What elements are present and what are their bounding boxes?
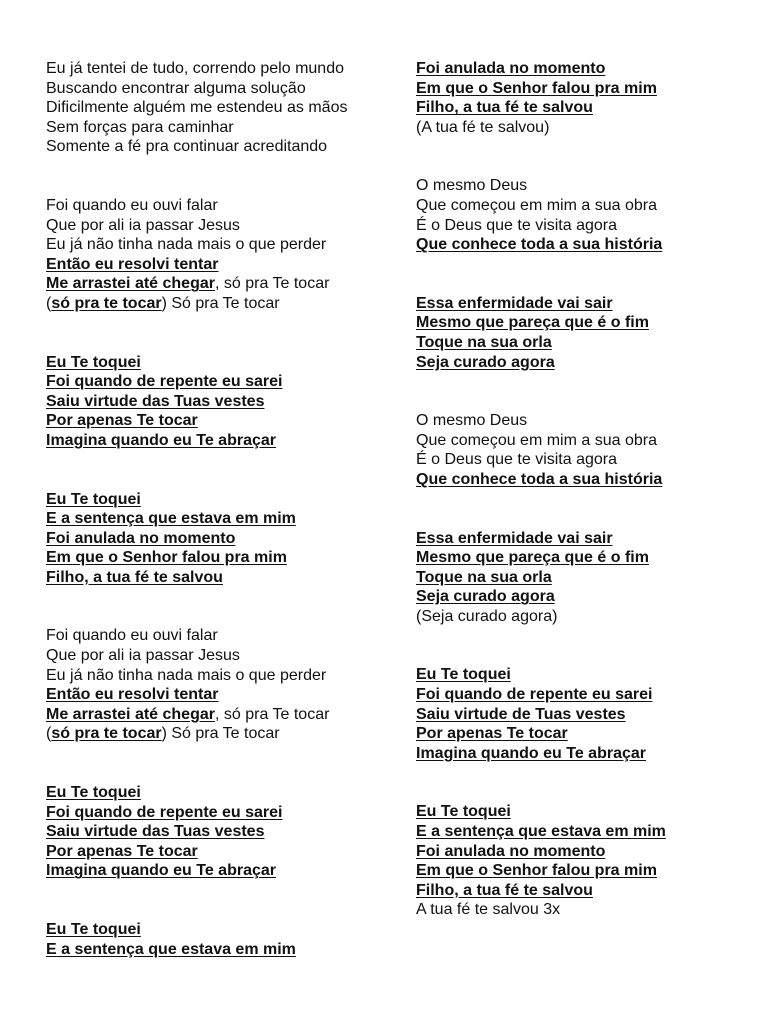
lyrics-line	[46, 255, 396, 275]
lyrics-line	[416, 79, 756, 99]
lyrics-line	[416, 333, 756, 353]
lyrics-stanza	[416, 529, 756, 627]
lyrics-line	[46, 392, 396, 412]
lyrics-line	[416, 842, 756, 862]
emphasized-text: Que conhece toda a sua história	[416, 236, 663, 254]
lyrics-stanza	[416, 802, 756, 920]
emphasized-text: Essa enfermidade vai sair	[416, 294, 613, 312]
lyrics-stanza	[416, 59, 756, 137]
lyrics-line	[46, 920, 396, 940]
lyrics-text: (	[46, 725, 52, 743]
lyrics-line	[46, 626, 396, 646]
lyrics-line	[416, 705, 756, 725]
emphasized-text: Eu Te toquei	[46, 490, 141, 508]
lyrics-text: Sem forças para caminhar	[46, 118, 234, 136]
lyrics-line	[46, 98, 396, 118]
stanza-gap	[46, 451, 396, 490]
emphasized-text: Foi anulada no momento	[416, 842, 606, 860]
emphasized-text: Foi quando de repente eu sarei	[46, 803, 283, 821]
lyrics-text: Eu já não tinha nada mais o que perder	[46, 236, 327, 254]
lyrics-text: (	[46, 294, 52, 312]
lyrics-stanza	[46, 626, 396, 744]
lyrics-line	[46, 724, 396, 744]
stanza-gap	[46, 744, 396, 783]
lyrics-line	[416, 118, 756, 138]
lyrics-line	[46, 294, 396, 314]
lyrics-line	[46, 783, 396, 803]
lyrics-line	[46, 646, 396, 666]
stanza-gap	[416, 626, 756, 665]
lyrics-line	[416, 802, 756, 822]
stanza-gap	[416, 255, 756, 294]
lyrics-line	[46, 940, 396, 960]
lyrics-line	[46, 196, 396, 216]
emphasized-text: Eu Te toquei	[416, 803, 511, 821]
lyrics-line	[416, 196, 756, 216]
lyrics-line	[46, 235, 396, 255]
emphasized-text: Eu Te toquei	[46, 784, 141, 802]
lyrics-line	[416, 607, 756, 627]
lyrics-line	[416, 411, 756, 431]
lyrics-line	[46, 118, 396, 138]
right-column	[416, 59, 756, 920]
lyrics-text: A tua fé te salvou 3x	[416, 901, 561, 919]
lyrics-text: Que por ali ia passar Jesus	[46, 216, 240, 234]
lyrics-text: O mesmo Deus	[416, 412, 528, 430]
lyrics-line	[416, 313, 756, 333]
lyrics-line	[416, 176, 756, 196]
lyrics-line	[416, 431, 756, 451]
lyrics-line	[416, 216, 756, 236]
lyrics-line	[416, 548, 756, 568]
lyrics-line	[416, 529, 756, 549]
emphasized-text: Mesmo que pareça que é o fim	[416, 549, 649, 567]
lyrics-line	[416, 450, 756, 470]
emphasized-text: Saiu virtude das Tuas vestes	[46, 823, 265, 841]
lyrics-line	[46, 372, 396, 392]
emphasized-text: Por apenas Te tocar	[46, 412, 198, 430]
lyrics-line	[46, 529, 396, 549]
lyrics-line	[46, 548, 396, 568]
lyrics-line	[46, 842, 396, 862]
stanza-gap	[46, 587, 396, 626]
lyrics-line	[416, 98, 756, 118]
lyrics-line	[46, 431, 396, 451]
lyrics-line	[416, 744, 756, 764]
lyrics-text: , só pra Te tocar	[214, 275, 330, 293]
lyrics-stanza	[46, 196, 396, 314]
emphasized-text: Essa enfermidade vai sair	[416, 529, 613, 547]
emphasized-text: só pra te tocar	[51, 725, 162, 743]
lyrics-stanza	[416, 411, 756, 489]
stanza-gap	[46, 881, 396, 920]
emphasized-text: Me arrastei até chegar	[46, 705, 215, 723]
lyrics-text: Eu já não tinha nada mais o que perder	[46, 666, 327, 684]
emphasized-text: Que conhece toda a sua história	[416, 470, 663, 488]
emphasized-text: Filho, a tua fé te salvou	[416, 99, 593, 117]
lyrics-text: É o Deus que te visita agora	[416, 216, 618, 234]
lyrics-text: Foi quando eu ouvi falar	[46, 627, 218, 645]
lyrics-text: Dificilmente alguém me estendeu as mãos	[46, 99, 348, 117]
emphasized-text: Toque na sua orla	[416, 333, 552, 351]
emphasized-text: E a sentença que estava em mim	[416, 823, 666, 841]
lyrics-text: ) Só pra Te tocar	[161, 725, 280, 743]
lyrics-line	[46, 822, 396, 842]
lyrics-text: (A tua fé te salvou)	[416, 118, 550, 136]
left-column	[46, 59, 396, 959]
lyrics-text: É o Deus que te visita agora	[416, 451, 618, 469]
emphasized-text: Imagina quando eu Te abraçar	[46, 431, 276, 449]
lyrics-text: Que começou em mim a sua obra	[416, 196, 657, 214]
lyrics-text: Que começou em mim a sua obra	[416, 431, 657, 449]
lyrics-line	[46, 274, 396, 294]
lyrics-line	[416, 822, 756, 842]
emphasized-text: Me arrastei até chegar	[46, 275, 215, 293]
emphasized-text: só pra te tocar	[51, 294, 162, 312]
lyrics-line	[46, 705, 396, 725]
emphasized-text: Imagina quando eu Te abraçar	[416, 744, 646, 762]
lyrics-line	[416, 568, 756, 588]
stanza-gap	[46, 314, 396, 353]
emphasized-text: Em que o Senhor falou pra mim	[416, 79, 657, 97]
lyrics-line	[416, 900, 756, 920]
lyrics-text: , só pra Te tocar	[214, 705, 330, 723]
emphasized-text: Então eu resolvi tentar	[46, 255, 219, 273]
lyrics-line	[46, 353, 396, 373]
lyrics-line	[46, 137, 396, 157]
lyrics-line	[46, 490, 396, 510]
lyrics-stanza	[46, 353, 396, 451]
lyrics-stanza	[46, 59, 396, 157]
lyrics-text: O mesmo Deus	[416, 177, 528, 195]
lyrics-line	[416, 235, 756, 255]
lyrics-line	[46, 861, 396, 881]
lyrics-stanza	[46, 490, 396, 588]
lyrics-stanza	[416, 294, 756, 372]
lyrics-line	[416, 587, 756, 607]
lyrics-line	[46, 216, 396, 236]
emphasized-text: Toque na sua orla	[416, 568, 552, 586]
emphasized-text: Então eu resolvi tentar	[46, 686, 219, 704]
stanza-gap	[416, 372, 756, 411]
emphasized-text: Saiu virtude das Tuas vestes	[46, 392, 265, 410]
emphasized-text: Saiu virtude de Tuas vestes	[416, 705, 626, 723]
lyrics-stanza	[416, 176, 756, 254]
lyrics-line	[46, 509, 396, 529]
emphasized-text: Por apenas Te tocar	[46, 842, 198, 860]
emphasized-text: Foi anulada no momento	[416, 60, 606, 77]
lyrics-text: Somente a fé pra continuar acreditando	[46, 138, 328, 156]
emphasized-text: E a sentença que estava em mim	[46, 510, 296, 528]
lyrics-line	[416, 724, 756, 744]
emphasized-text: Em que o Senhor falou pra mim	[416, 862, 657, 880]
emphasized-text: Foi quando de repente eu sarei	[416, 686, 653, 704]
stanza-gap	[416, 763, 756, 802]
lyrics-text: Eu já tentei de tudo, correndo pelo mundo	[46, 60, 344, 77]
lyrics-line	[416, 881, 756, 901]
lyrics-line	[416, 353, 756, 373]
lyrics-line	[46, 79, 396, 99]
lyrics-stanza	[46, 783, 396, 881]
stanza-gap	[416, 490, 756, 529]
lyrics-text: Buscando encontrar alguma solução	[46, 79, 306, 97]
lyrics-line	[416, 59, 756, 79]
stanza-gap	[416, 137, 756, 176]
emphasized-text: Seja curado agora	[416, 353, 555, 371]
stanza-gap	[46, 157, 396, 196]
lyrics-line	[46, 59, 396, 79]
emphasized-text: Eu Te toquei	[46, 921, 141, 938]
lyrics-line	[46, 411, 396, 431]
emphasized-text: Seja curado agora	[416, 588, 555, 606]
emphasized-text: Eu Te toquei	[416, 666, 511, 684]
emphasized-text: Foi quando de repente eu sarei	[46, 373, 283, 391]
emphasized-text: Foi anulada no momento	[46, 529, 236, 547]
lyrics-text: ) Só pra Te tocar	[161, 294, 280, 312]
lyrics-line	[416, 665, 756, 685]
lyrics-line	[46, 685, 396, 705]
lyrics-line	[416, 470, 756, 490]
emphasized-text: Mesmo que pareça que é o fim	[416, 314, 649, 332]
lyrics-line	[46, 803, 396, 823]
lyrics-line	[46, 568, 396, 588]
lyrics-text: (Seja curado agora)	[416, 607, 558, 625]
emphasized-text: Filho, a tua fé te salvou	[46, 568, 223, 586]
emphasized-text: Imagina quando eu Te abraçar	[46, 862, 276, 880]
lyrics-text: Que por ali ia passar Jesus	[46, 647, 240, 665]
lyrics-text: Foi quando eu ouvi falar	[46, 196, 218, 214]
emphasized-text: Por apenas Te tocar	[416, 725, 568, 743]
lyrics-line	[416, 861, 756, 881]
emphasized-text: Em que o Senhor falou pra mim	[46, 549, 287, 567]
lyrics-stanza	[416, 665, 756, 763]
emphasized-text: Filho, a tua fé te salvou	[416, 881, 593, 899]
lyrics-line	[416, 685, 756, 705]
lyrics-line	[416, 294, 756, 314]
lyrics-line	[46, 666, 396, 686]
emphasized-text: Eu Te toquei	[46, 353, 141, 371]
emphasized-text: E a sentença que estava em mim	[46, 940, 296, 958]
lyrics-stanza	[46, 920, 396, 959]
